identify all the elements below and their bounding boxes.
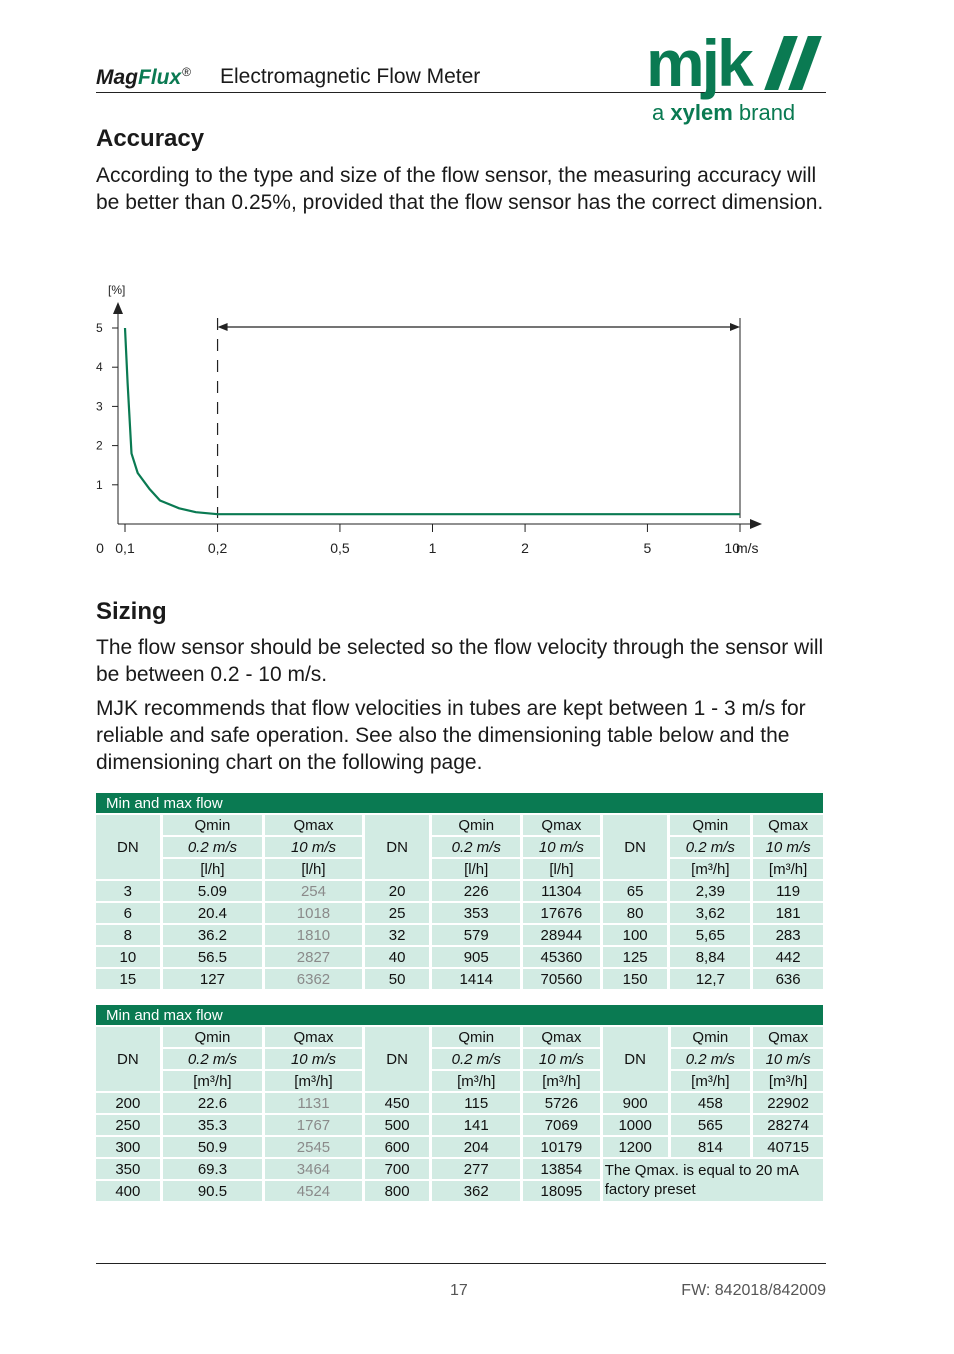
table-cell: 350 [96,1159,160,1179]
table-cell: 450 [365,1093,430,1113]
table-cell: 283 [753,925,823,945]
table-cell: 226 [432,881,520,901]
accuracy-text: According to the type and size of the flow sensor, the measuring accuracy will be better than 0.25%, provided that the flow sensor has the correct dimension. [96,164,824,214]
unit-label: [m³/h] [753,1071,823,1091]
registered-mark: ® [182,65,192,79]
table-cell: 18095 [523,1181,600,1201]
table-cell: 400 [96,1181,160,1201]
table-cell: 32 [365,925,430,945]
x-tick-label: 0,2 [207,540,228,556]
table-cell: 50 [365,969,430,989]
col-header-qmin: Qmin [163,1027,263,1047]
table-cell: 3464 [265,1159,362,1179]
y-tick-label: 1 [96,477,103,492]
sizing-heading: Sizing [96,598,167,625]
sizing-text-2: MJK recommends that flow velocities in tubes are kept between 1 - 3 m/s for reliable and safe operation. See also the dimensioning table below and the dimensioning chart on the following page. [96,697,806,774]
col-header-dn: DN [96,815,160,879]
table-cell: 200 [96,1093,160,1113]
col-header-qmax: Qmax [265,1027,362,1047]
table-cell: 45360 [523,947,600,967]
table-cell: 353 [432,903,520,923]
table-note: The Qmax. is equal to 20 mA factory preset [603,1159,823,1201]
table-cell: 254 [265,881,362,901]
table-cell: 12,7 [670,969,750,989]
header-title: Electromagnetic Flow Meter [220,65,481,88]
accuracy-heading: Accuracy [96,125,205,152]
unit-label: [m³/h] [670,859,750,879]
table-cell: 700 [365,1159,430,1179]
table-cell: 65 [603,881,668,901]
col-header-qmin: Qmin [163,815,263,835]
chart-marks [96,318,740,556]
col-header-qmin: Qmin [670,815,750,835]
unit-label: [m³/h] [163,1071,263,1091]
table-cell: 1018 [265,903,362,923]
table-cell: 1767 [265,1115,362,1135]
table-cell: 7069 [523,1115,600,1135]
table-cell: 2827 [265,947,362,967]
table-cell: 36.2 [163,925,263,945]
table-cell: 6 [96,903,160,923]
table-cell: 28944 [523,925,600,945]
table-cell: 565 [671,1115,751,1135]
velocity-max: 10 m/s [523,837,600,857]
table-cell: 69.3 [163,1159,263,1179]
table-body [96,1093,823,1201]
table-row [96,881,823,901]
y-axis-label: [%] [108,283,126,297]
table-cell: 25 [365,903,430,923]
unit-label: [m³/h] [753,859,823,879]
x-tick-label: 0,1 [115,540,135,556]
logo-sub-a: a [652,100,665,125]
table-cell: 458 [671,1093,751,1113]
table-cell: 40 [365,947,430,967]
table-cell: 500 [365,1115,430,1135]
table-cell: 10 [96,947,160,967]
velocity-min: 0.2 m/s [671,1049,751,1069]
velocity-min: 0.2 m/s [163,837,263,857]
firmware-reference: FW: 842018/842009 [681,1282,826,1299]
table-cell: 119 [753,881,823,901]
unit-label: [l/h] [432,859,520,879]
table-row [96,947,823,967]
x-tick-label: 2 [521,540,529,556]
velocity-min: 0.2 m/s [432,1049,520,1069]
col-header-dn: DN [96,1027,160,1091]
table-cell: 905 [432,947,520,967]
table-row [96,1159,823,1179]
logo-sub-b: xylem [670,100,733,125]
velocity-max: 10 m/s [523,1049,600,1069]
table-cell: 3 [96,881,160,901]
table-cell: 1200 [603,1137,668,1157]
page-number: 17 [450,1282,468,1299]
velocity-min: 0.2 m/s [163,1049,263,1069]
table-cell: 17676 [523,903,600,923]
sizing-text-1: The flow sensor should be selected so the flow velocity through the sensor will be between 0.2 - 10 m/s. [96,636,824,686]
table-cell: 6362 [265,969,362,989]
table-cell: 20 [365,881,430,901]
col-header-dn: DN [603,815,668,879]
table-cell: 4524 [265,1181,362,1201]
table-cell: 1000 [603,1115,668,1135]
table-cell: 22.6 [163,1093,263,1113]
table-cell: 8 [96,925,160,945]
col-header-dn: DN [603,1027,668,1091]
unit-label: [l/h] [163,859,263,879]
table-cell: 15 [96,969,160,989]
table-cell: 13854 [523,1159,600,1179]
table-cell: 204 [432,1137,520,1157]
table-cell: 10179 [523,1137,600,1157]
y-tick-label: 2 [96,438,103,453]
table-row [96,903,823,923]
x-axis-arrow [750,519,762,529]
table-cell: 636 [753,969,823,989]
y-tick-label: 3 [96,399,103,414]
table-body [96,881,823,989]
table-caption: Min and max flow [96,1005,823,1025]
col-header-dn: DN [365,815,430,879]
table-cell: 125 [603,947,668,967]
accuracy-chart [90,278,780,568]
table-cell: 277 [432,1159,520,1179]
x-tick-label: 10 [724,540,740,556]
table-cell: 600 [365,1137,430,1157]
mjk-logo [640,26,828,130]
logo-tagline [652,100,795,126]
x-tick-label: 0 [96,540,104,556]
y-axis-arrow [113,302,123,314]
table-row [96,1093,823,1113]
table-cell: 35.3 [163,1115,263,1135]
col-header-dn: DN [365,1027,430,1091]
table-cell: 250 [96,1115,160,1135]
velocity-max: 10 m/s [265,1049,362,1069]
unit-label: [m³/h] [432,1071,520,1091]
table-cell: 900 [603,1093,668,1113]
table-cell: 20.4 [163,903,263,923]
col-header-qmax: Qmax [523,815,600,835]
velocity-max: 10 m/s [753,837,823,857]
footer-rule [96,1263,826,1264]
table-cell: 5,65 [670,925,750,945]
table-cell: 80 [603,903,668,923]
velocity-max: 10 m/s [265,837,362,857]
col-header-qmin: Qmin [432,815,520,835]
table-cell: 90.5 [163,1181,263,1201]
table-row [96,1137,823,1157]
table-cell: 150 [603,969,668,989]
table-cell: 2545 [265,1137,362,1157]
table-cell: 100 [603,925,668,945]
table-cell: 181 [753,903,823,923]
table-cell: 127 [163,969,263,989]
logo-word: mjk [646,26,751,100]
table-cell: 5.09 [163,881,263,901]
col-header-qmin: Qmin [671,1027,751,1047]
table-row [96,1115,823,1135]
x-axis-unit: m/s [736,540,759,556]
table-cell: 362 [432,1181,520,1201]
table-cell: 141 [432,1115,520,1135]
y-tick-label: 4 [96,360,103,375]
col-header-qmax: Qmax [523,1027,600,1047]
table-cell: 8,84 [670,947,750,967]
logo-sub-c: brand [738,100,796,125]
table-cell: 442 [753,947,823,967]
table-cell: 1131 [265,1093,362,1113]
table-cell: 22902 [753,1093,823,1113]
y-tick-label: 5 [96,321,103,335]
table-row [96,969,823,989]
table-cell: 300 [96,1137,160,1157]
table-cell: 1810 [265,925,362,945]
brand-suffix: Flux [138,66,182,89]
range-arrow-right [730,323,740,331]
unit-label: [l/h] [265,859,362,879]
table-cell: 40715 [753,1137,823,1157]
x-tick-label: 5 [643,540,652,556]
table-cell: 5726 [523,1093,600,1113]
table-cell: 579 [432,925,520,945]
range-arrow-left [218,323,228,331]
flow-table-large [93,1003,826,1203]
velocity-min: 0.2 m/s [432,837,520,857]
col-header-qmax: Qmax [753,1027,823,1047]
table-cell: 1414 [432,969,520,989]
table-cell: 11304 [523,881,600,901]
unit-label: [m³/h] [265,1071,362,1091]
table-cell: 28274 [753,1115,823,1135]
velocity-min: 0.2 m/s [670,837,750,857]
unit-label: [m³/h] [671,1071,751,1091]
table-cell: 56.5 [163,947,263,967]
table-cell: 50.9 [163,1137,263,1157]
table-cell: 814 [671,1137,751,1157]
x-tick-label: 1 [428,540,437,556]
table-cell: 70560 [523,969,600,989]
velocity-max: 10 m/s [753,1049,823,1069]
table-cell: 2,39 [670,881,750,901]
unit-label: [m³/h] [523,1071,600,1091]
table-cell: 115 [432,1093,520,1113]
table-row [96,925,823,945]
x-tick-label: 0,5 [330,540,350,556]
brand-prefix: Mag [96,66,138,89]
table-caption: Min and max flow [96,793,823,813]
col-header-qmax: Qmax [753,815,823,835]
flow-table-small [93,791,826,991]
table-cell: 800 [365,1181,430,1201]
unit-label: [l/h] [523,859,600,879]
table-cell: 3,62 [670,903,750,923]
col-header-qmax: Qmax [265,815,362,835]
col-header-qmin: Qmin [432,1027,520,1047]
brand-name [96,65,191,90]
